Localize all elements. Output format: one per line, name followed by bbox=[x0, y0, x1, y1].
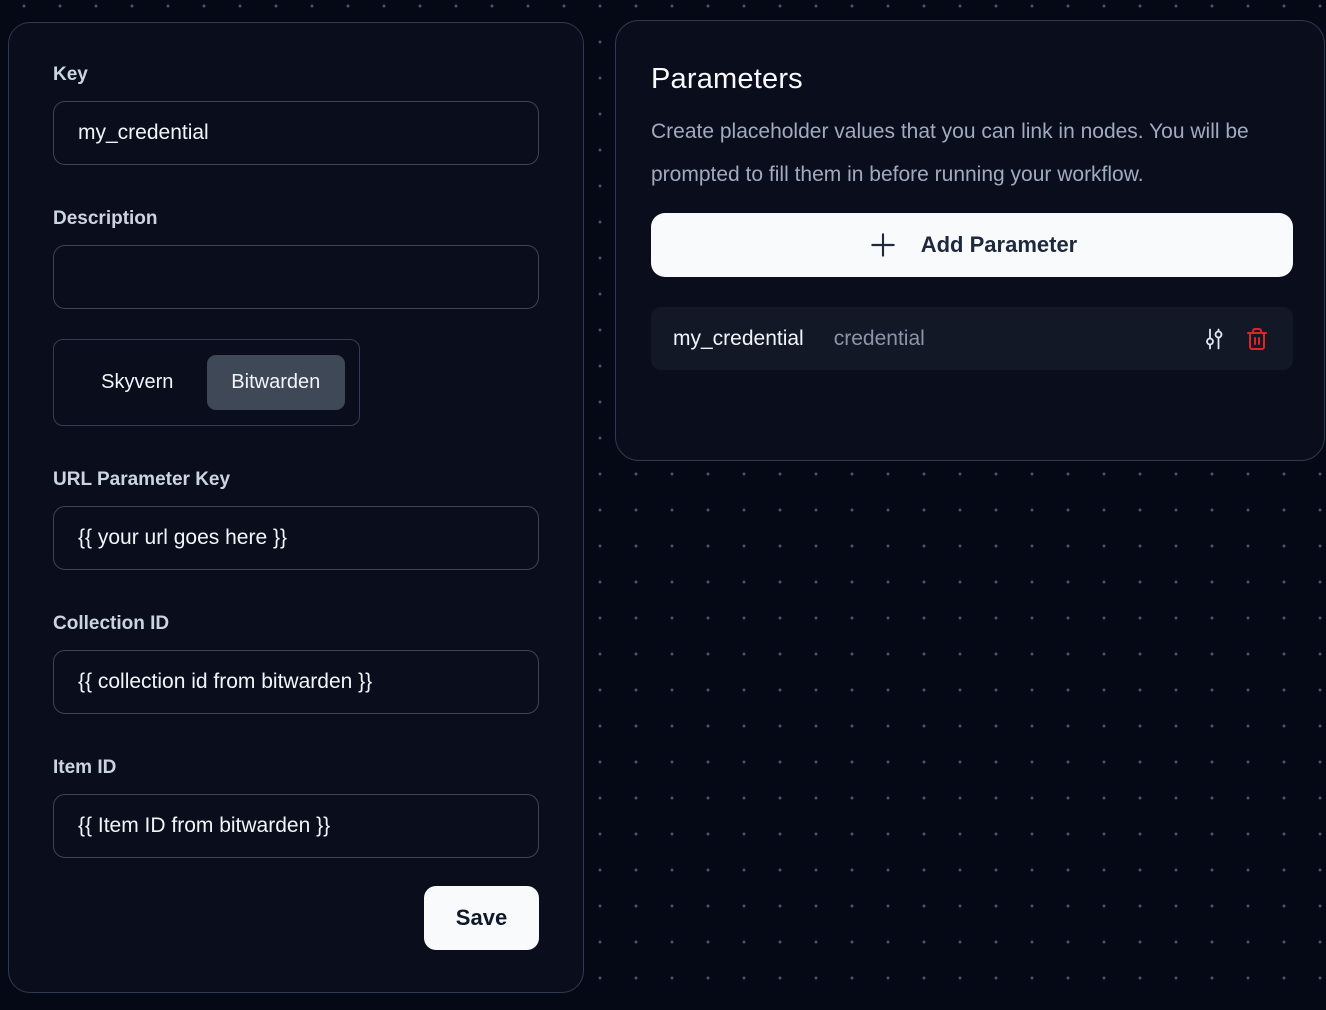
url-parameter-key-label: URL Parameter Key bbox=[53, 469, 231, 490]
description-label: Description bbox=[53, 208, 158, 229]
toggle-option-skyvern[interactable]: Skyvern bbox=[68, 355, 207, 410]
item-id-label: Item ID bbox=[53, 757, 117, 778]
delete-parameter-button[interactable] bbox=[1245, 327, 1269, 351]
key-label: Key bbox=[53, 64, 88, 85]
configure-parameter-button[interactable] bbox=[1202, 327, 1226, 351]
parameters-description: Create placeholder values that you can link in nodes. You will be prompted to fill them in before running your workflow. bbox=[651, 120, 1249, 186]
parameter-row bbox=[651, 307, 1293, 370]
add-parameter-label: Add Parameter bbox=[920, 232, 1078, 257]
parameters-panel bbox=[615, 20, 1325, 461]
add-parameter-button[interactable] bbox=[651, 213, 1293, 277]
toggle-option-bitwarden[interactable]: Bitwarden bbox=[207, 355, 346, 410]
parameter-type: credential bbox=[833, 326, 925, 350]
key-input[interactable] bbox=[53, 101, 539, 165]
credential-source-toggle bbox=[53, 339, 360, 426]
collection-id-label: Collection ID bbox=[53, 613, 170, 634]
parameter-name: my_credential bbox=[673, 326, 804, 350]
trash-icon bbox=[1245, 327, 1269, 351]
url-parameter-key-input[interactable] bbox=[53, 506, 539, 570]
sliders-icon bbox=[1202, 327, 1226, 351]
item-id-input[interactable] bbox=[53, 794, 539, 858]
description-input[interactable] bbox=[53, 245, 539, 309]
credential-form-panel bbox=[8, 22, 584, 993]
parameters-title: Parameters bbox=[651, 63, 803, 95]
save-button[interactable]: Save bbox=[424, 886, 539, 950]
collection-id-input[interactable] bbox=[53, 650, 539, 714]
plus-icon bbox=[867, 229, 899, 261]
